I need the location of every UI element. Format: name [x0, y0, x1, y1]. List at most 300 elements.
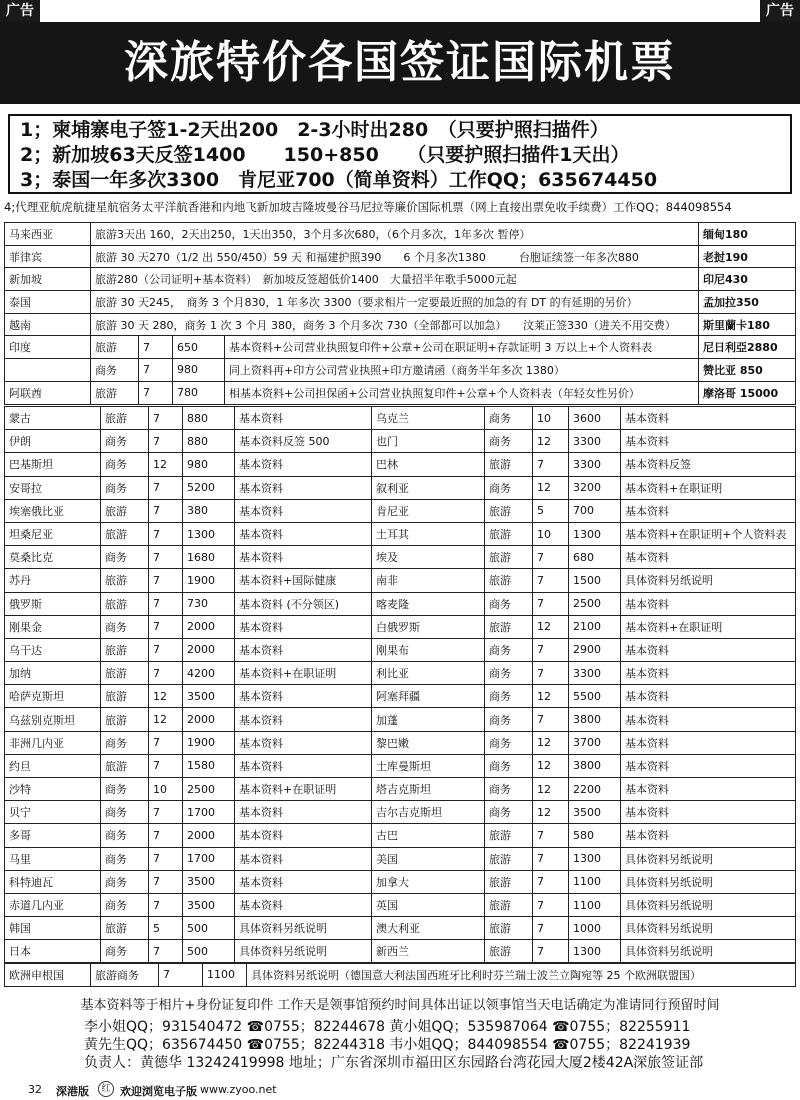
cell-type: 旅游	[101, 662, 149, 685]
cell-country: 沙特	[5, 778, 101, 801]
cell-price: 500	[183, 917, 235, 940]
cell-price: 1000	[569, 917, 621, 940]
cell-price: 3500	[183, 893, 235, 916]
row-side-price: 尼日利亞2880	[699, 336, 796, 359]
cell-price: 1300	[183, 522, 235, 545]
row-days: 7	[139, 336, 173, 359]
cell-requirements: 基本资料	[235, 522, 372, 545]
contact-line-2: 黄先生QQ；635674450 ☎0755；82244318 韦小姐QQ；844098554 ☎0755；82241939	[84, 1037, 691, 1053]
table-row	[5, 569, 796, 592]
cell-price: 3300	[569, 662, 621, 685]
row-type: 旅游	[91, 336, 139, 359]
cell-requirements: 基本资料	[621, 685, 796, 708]
europe-row	[4, 962, 796, 987]
cell-price: 5200	[183, 476, 235, 499]
cell-country: 喀麦隆	[372, 592, 485, 615]
table-row	[5, 708, 796, 731]
promo-line-2: 2；新加坡63天反签1400 150+850 （只要护照扫描件1天出）	[20, 144, 630, 166]
cell-requirements: 基本资料	[235, 708, 372, 731]
cell-requirements: 基本资料+在职证明+个人资料表	[621, 522, 796, 545]
price-row	[5, 313, 796, 336]
cell-type: 商务	[485, 801, 533, 824]
table-row	[5, 499, 796, 522]
cell-type: 旅游	[101, 499, 149, 522]
cell-type: 商务	[485, 407, 533, 430]
cell-days: 7	[149, 754, 183, 777]
cell-days: 12	[533, 430, 569, 453]
cell-country: 安哥拉	[5, 476, 101, 499]
cell-days: 12	[149, 453, 183, 476]
price-row	[5, 245, 796, 268]
cell-type: 商务	[101, 615, 149, 638]
cell-price: 3800	[569, 754, 621, 777]
cell-days: 10	[533, 407, 569, 430]
cell-requirements: 基本资料+在职证明	[621, 476, 796, 499]
cell-price: 2000	[183, 824, 235, 847]
cell-price: 730	[183, 592, 235, 615]
cell-days: 5	[533, 499, 569, 522]
cell-country: 土耳其	[372, 522, 485, 545]
cell-type: 旅游	[485, 917, 533, 940]
cell-requirements: 基本资料	[235, 847, 372, 870]
price-row	[5, 291, 796, 314]
cell-requirements: 基本资料	[621, 731, 796, 754]
table-row	[5, 638, 796, 661]
cell-country: 乌兹别克斯坦	[5, 708, 101, 731]
cell-requirements: 基本资料+国际健康	[235, 569, 372, 592]
cell-days: 10	[149, 778, 183, 801]
europe-days: 7	[159, 963, 203, 987]
cell-requirements: 基本资料	[621, 778, 796, 801]
cell-country: 乌克兰	[372, 407, 485, 430]
cell-days: 12	[533, 778, 569, 801]
cell-country: 澳大利亚	[372, 917, 485, 940]
table-row	[5, 917, 796, 940]
row-detail: 相基本资料+公司担保函+公司营业执照复印件+公章+个人资料表（年轻女性另价）	[225, 381, 699, 404]
cell-days: 12	[533, 615, 569, 638]
table-row	[5, 592, 796, 615]
page-footer	[0, 1080, 800, 1100]
cell-country: 白俄罗斯	[372, 615, 485, 638]
europe-country: 欧洲申根国	[5, 963, 91, 987]
cell-requirements: 基本资料反签 500	[235, 430, 372, 453]
cell-days: 7	[149, 731, 183, 754]
cell-days: 7	[533, 453, 569, 476]
cell-price: 2100	[569, 615, 621, 638]
cell-days: 7	[149, 662, 183, 685]
cell-price: 3800	[569, 708, 621, 731]
table-row	[5, 824, 796, 847]
row-price: 650	[173, 336, 225, 359]
cell-days: 7	[149, 522, 183, 545]
row-country	[5, 359, 91, 382]
cell-country: 贝宁	[5, 801, 101, 824]
cell-price: 1300	[569, 940, 621, 963]
cell-requirements: 具体资料另纸说明	[235, 917, 372, 940]
cell-days: 7	[149, 801, 183, 824]
row-country: 新加坡	[5, 268, 91, 291]
cell-requirements: 基本资料反签	[621, 453, 796, 476]
cell-price: 580	[569, 824, 621, 847]
cell-type: 旅游	[101, 708, 149, 731]
cell-type: 商务	[101, 847, 149, 870]
cell-country: 刚果金	[5, 615, 101, 638]
row-price: 780	[173, 381, 225, 404]
cell-days: 7	[533, 940, 569, 963]
cell-requirements: 基本资料	[235, 870, 372, 893]
cell-price: 2200	[569, 778, 621, 801]
row-country: 泰国	[5, 291, 91, 314]
cell-price: 4200	[183, 662, 235, 685]
cell-days: 7	[533, 546, 569, 569]
row-country: 越南	[5, 313, 91, 336]
cell-type: 商务	[101, 476, 149, 499]
cell-days: 12	[149, 708, 183, 731]
cell-type: 商务	[101, 778, 149, 801]
row-detail: 基本资料+公司营业执照复印件+公章+公司在职证明+存款证明 3 万以上+个人资料表	[225, 336, 699, 359]
ticket-note: 4;代理亚航虎航捷星航宿务太平洋航香港和内地飞新加坡吉隆坡曼谷马尼拉等廉价国际机票（网上直接出票免收手续费）工作QQ；844098554	[4, 200, 732, 214]
row-country: 菲律宾	[5, 245, 91, 268]
cell-type: 旅游	[485, 522, 533, 545]
cell-days: 7	[149, 893, 183, 916]
cell-country: 莫桑比克	[5, 546, 101, 569]
cell-price: 5500	[569, 685, 621, 708]
cell-requirements: 基本资料	[235, 476, 372, 499]
edition-label: 深港版	[56, 1085, 89, 1098]
contacts	[84, 1018, 703, 1072]
visa-price-table	[4, 406, 796, 964]
cell-country: 赤道几内亚	[5, 893, 101, 916]
cell-type: 商务	[101, 870, 149, 893]
cell-country: 加蓬	[372, 708, 485, 731]
cell-country: 古巴	[372, 824, 485, 847]
cell-requirements: 基本资料	[235, 499, 372, 522]
cell-country: 英国	[372, 893, 485, 916]
cell-requirements: 基本资料+在职证明	[621, 615, 796, 638]
cell-days: 7	[149, 870, 183, 893]
promo-line-3: 3；泰国一年多次3300 肯尼亚700（简单资料）工作QQ；635674450	[20, 169, 658, 191]
table-row	[5, 407, 796, 430]
row-side-price: 孟加拉350	[699, 291, 796, 314]
cell-country: 吉尔吉克斯坦	[372, 801, 485, 824]
row-side-price: 老挝190	[699, 245, 796, 268]
cell-days: 7	[149, 824, 183, 847]
cell-type: 旅游	[485, 615, 533, 638]
cell-type: 商务	[101, 731, 149, 754]
cell-requirements: 基本资料	[621, 592, 796, 615]
cell-country: 多哥	[5, 824, 101, 847]
cell-days: 7	[149, 476, 183, 499]
row-type: 旅游	[91, 381, 139, 404]
table-row	[5, 453, 796, 476]
cell-requirements: 具体资料另纸说明	[621, 847, 796, 870]
table-row	[5, 522, 796, 545]
cell-country: 埃及	[372, 546, 485, 569]
cell-days: 7	[149, 407, 183, 430]
cell-days: 7	[149, 592, 183, 615]
cell-type: 商务	[101, 940, 149, 963]
cell-requirements: 基本资料	[621, 708, 796, 731]
cell-requirements: 具体资料另纸说明	[621, 870, 796, 893]
cell-price: 3500	[183, 870, 235, 893]
cell-days: 7	[149, 546, 183, 569]
cell-requirements: 具体资料另纸说明	[235, 940, 372, 963]
cell-country: 加拿大	[372, 870, 485, 893]
cell-country: 刚果布	[372, 638, 485, 661]
cell-requirements: 基本资料	[235, 453, 372, 476]
cell-price: 2000	[183, 615, 235, 638]
cell-country: 埃塞俄比亚	[5, 499, 101, 522]
cell-country: 韩国	[5, 917, 101, 940]
cell-days: 7	[533, 662, 569, 685]
row-country: 阿联酋	[5, 381, 91, 404]
cell-price: 1700	[183, 847, 235, 870]
cell-requirements: 基本资料	[235, 407, 372, 430]
row-days: 7	[139, 381, 173, 404]
cell-type: 商务	[101, 801, 149, 824]
cell-price: 680	[569, 546, 621, 569]
cell-requirements: 基本资料	[235, 824, 372, 847]
contact-line-1: 李小姐QQ；931540472 ☎0755；82244678 黄小姐QQ；535987064 ☎0755；82255911	[84, 1019, 691, 1035]
cell-days: 7	[149, 615, 183, 638]
cell-days: 7	[533, 592, 569, 615]
cell-type: 旅游	[101, 592, 149, 615]
cell-country: 约旦	[5, 754, 101, 777]
promo-box	[8, 114, 792, 194]
row-side-price: 斯里蘭卡180	[699, 313, 796, 336]
row-price: 980	[173, 359, 225, 382]
cell-requirements: 基本资料 (不分领区)	[235, 592, 372, 615]
cell-requirements: 基本资料	[621, 824, 796, 847]
cell-type: 商务	[485, 638, 533, 661]
cell-price: 500	[183, 940, 235, 963]
cell-country: 叙利亚	[372, 476, 485, 499]
cell-days: 12	[533, 685, 569, 708]
cell-country: 加纳	[5, 662, 101, 685]
cell-type: 旅游	[485, 499, 533, 522]
page-title: 深旅特价各国签证国际机票	[0, 22, 800, 104]
row-side-price: 印尼430	[699, 268, 796, 291]
cell-days: 12	[533, 476, 569, 499]
row-detail: 旅游 30 天270（1/2 出 550/450）59 天 和福建护照390 6 个月多次1380 台胞证续签一年多次880	[91, 245, 699, 268]
cell-price: 1100	[569, 893, 621, 916]
page-number: 32	[28, 1083, 42, 1096]
price-row	[5, 268, 796, 291]
cell-price: 1300	[569, 847, 621, 870]
cell-country: 俄罗斯	[5, 592, 101, 615]
cell-price: 1900	[183, 731, 235, 754]
cell-days: 12	[533, 754, 569, 777]
cell-days: 7	[533, 708, 569, 731]
cell-days: 7	[533, 638, 569, 661]
cell-days: 7	[533, 893, 569, 916]
europe-price: 1100	[203, 963, 247, 987]
cell-price: 1500	[569, 569, 621, 592]
cell-country: 科特迪瓦	[5, 870, 101, 893]
cell-price: 980	[183, 453, 235, 476]
cell-type: 旅游	[101, 917, 149, 940]
cell-type: 商务	[485, 662, 533, 685]
cell-price: 3700	[569, 731, 621, 754]
cell-requirements: 基本资料+在职证明	[235, 778, 372, 801]
cell-country: 阿塞拜疆	[372, 685, 485, 708]
cell-country: 美国	[372, 847, 485, 870]
cell-requirements: 基本资料	[235, 638, 372, 661]
table-row	[5, 476, 796, 499]
row-side-price: 赞比亚 850	[699, 359, 796, 382]
cell-days: 7	[149, 569, 183, 592]
cell-type: 商务	[485, 685, 533, 708]
row-country: 马来西亚	[5, 223, 91, 246]
cell-country: 新西兰	[372, 940, 485, 963]
cell-type: 旅游	[485, 824, 533, 847]
site-link[interactable]: www.zyoo.net	[200, 1083, 277, 1096]
cell-country: 肯尼亚	[372, 499, 485, 522]
cell-type: 商务	[485, 731, 533, 754]
cell-days: 7	[533, 917, 569, 940]
special-row	[5, 359, 796, 382]
cell-requirements: 基本资料	[235, 615, 372, 638]
special-row	[5, 336, 796, 359]
cell-country: 苏丹	[5, 569, 101, 592]
cell-type: 旅游	[101, 522, 149, 545]
cell-country: 土库曼斯坦	[372, 754, 485, 777]
cell-price: 3200	[569, 476, 621, 499]
cell-price: 3500	[569, 801, 621, 824]
table-row	[5, 754, 796, 777]
cell-price: 700	[569, 499, 621, 522]
cell-price: 2500	[569, 592, 621, 615]
cell-price: 1700	[183, 801, 235, 824]
table-row	[5, 940, 796, 963]
asia-price-table	[4, 222, 796, 405]
red-logo-icon: 红	[98, 1081, 114, 1097]
contact-line-3: 负责人：黄德华 13242419998 地址；广东省深圳市福田区东园路台湾花园大厦2楼42A深旅签证部	[84, 1055, 704, 1071]
cell-type: 商务	[485, 778, 533, 801]
cell-type: 旅游	[101, 754, 149, 777]
cell-country: 非洲几内亚	[5, 731, 101, 754]
cell-price: 2900	[569, 638, 621, 661]
cell-country: 蒙古	[5, 407, 101, 430]
row-detail: 同上资料再+印方公司营业执照+印方邀请函（商务半年多次 1380）	[225, 359, 699, 382]
cell-price: 1680	[183, 546, 235, 569]
cell-type: 商务	[485, 476, 533, 499]
row-detail: 旅游 30 天245， 商务 3 个月830，1 年多次 3300（要求相片一定要最近照的加急的有 DT 的有延期的另价）	[91, 291, 699, 314]
cell-country: 伊朗	[5, 430, 101, 453]
table-row	[5, 615, 796, 638]
cell-requirements: 基本资料	[235, 731, 372, 754]
cell-requirements: 基本资料	[235, 893, 372, 916]
row-type: 商务	[91, 359, 139, 382]
cell-requirements: 基本资料	[235, 801, 372, 824]
cell-days: 12	[533, 731, 569, 754]
cell-price: 2500	[183, 778, 235, 801]
table-row	[5, 847, 796, 870]
cell-type: 商务	[485, 430, 533, 453]
cell-country: 巴林	[372, 453, 485, 476]
table-row	[5, 731, 796, 754]
cell-type: 旅游	[485, 569, 533, 592]
row-country: 印度	[5, 336, 91, 359]
cell-country: 南非	[372, 569, 485, 592]
cell-days: 7	[533, 870, 569, 893]
promo-line-1: 1；柬埔寨电子签1-2天出200 2-3小时出280 （只要护照扫描件）	[20, 119, 609, 141]
cell-days: 12	[149, 685, 183, 708]
cell-price: 3600	[569, 407, 621, 430]
ad-label-left: 广告	[0, 0, 40, 22]
table-row	[5, 430, 796, 453]
cell-type: 旅游	[485, 453, 533, 476]
cell-requirements: 基本资料	[621, 407, 796, 430]
cell-type: 商务	[101, 453, 149, 476]
cell-country: 乌干达	[5, 638, 101, 661]
cell-type: 旅游	[101, 569, 149, 592]
cell-type: 旅游	[485, 870, 533, 893]
cell-price: 2000	[183, 708, 235, 731]
cell-country: 日本	[5, 940, 101, 963]
cell-type: 旅游	[485, 893, 533, 916]
footer-note: 基本资料等于相片+身份证复印件 工作天是领事馆预约时间具体出证以领事馆当天电话确定为准请同行预留时间	[80, 998, 720, 1013]
europe-detail: 具体资料另纸说明（德国意大利法国西班牙比利时芬兰瑞士波兰立陶宛等 25 个欧洲联盟国）	[247, 963, 796, 987]
cell-requirements: 基本资料	[621, 499, 796, 522]
cell-price: 3300	[569, 453, 621, 476]
cell-country: 塔吉克斯坦	[372, 778, 485, 801]
cell-type: 商务	[101, 430, 149, 453]
cell-type: 旅游	[485, 847, 533, 870]
cell-requirements: 基本资料	[235, 685, 372, 708]
cell-requirements: 具体资料另纸说明	[621, 893, 796, 916]
cell-country: 黎巴嫩	[372, 731, 485, 754]
cell-type: 商务	[101, 546, 149, 569]
cell-requirements: 基本资料	[621, 638, 796, 661]
cell-type: 商务	[101, 893, 149, 916]
row-detail: 旅游280（公司证明+基本资料） 新加坡反签超低价1400 大量招半年歌手5000元起	[91, 268, 699, 291]
cell-requirements: 基本资料	[235, 754, 372, 777]
ad-label-right: 广告	[760, 0, 800, 22]
table-row	[5, 870, 796, 893]
row-days: 7	[139, 359, 173, 382]
cell-requirements: 具体资料另纸说明	[621, 569, 796, 592]
cell-country: 哈萨克斯坦	[5, 685, 101, 708]
cell-requirements: 具体资料另纸说明	[621, 917, 796, 940]
cell-type: 旅游	[101, 638, 149, 661]
table-row	[5, 893, 796, 916]
cell-price: 1100	[569, 870, 621, 893]
table-row	[5, 546, 796, 569]
row-side-price: 缅甸180	[699, 223, 796, 246]
cell-price: 380	[183, 499, 235, 522]
cell-price: 1580	[183, 754, 235, 777]
cell-price: 2000	[183, 638, 235, 661]
cell-type: 商务	[485, 754, 533, 777]
cell-price: 1300	[569, 522, 621, 545]
special-row	[5, 381, 796, 404]
cell-days: 7	[149, 499, 183, 522]
cell-requirements: 具体资料另纸说明	[621, 940, 796, 963]
cell-requirements: 基本资料	[621, 801, 796, 824]
europe-type: 旅游商务	[91, 963, 159, 987]
cell-type: 商务	[101, 824, 149, 847]
cell-price: 3500	[183, 685, 235, 708]
cell-type: 旅游	[101, 685, 149, 708]
cell-days: 7	[533, 847, 569, 870]
cell-country: 也门	[372, 430, 485, 453]
cell-requirements: 基本资料	[621, 430, 796, 453]
price-row	[5, 223, 796, 246]
row-detail: 旅游3天出 160，2天出250，1天出350，3个月多次680，（6个月多次，1年多次 暂停）	[91, 223, 699, 246]
row-side-price: 摩洛哥 15000	[699, 381, 796, 404]
cell-days: 10	[533, 522, 569, 545]
